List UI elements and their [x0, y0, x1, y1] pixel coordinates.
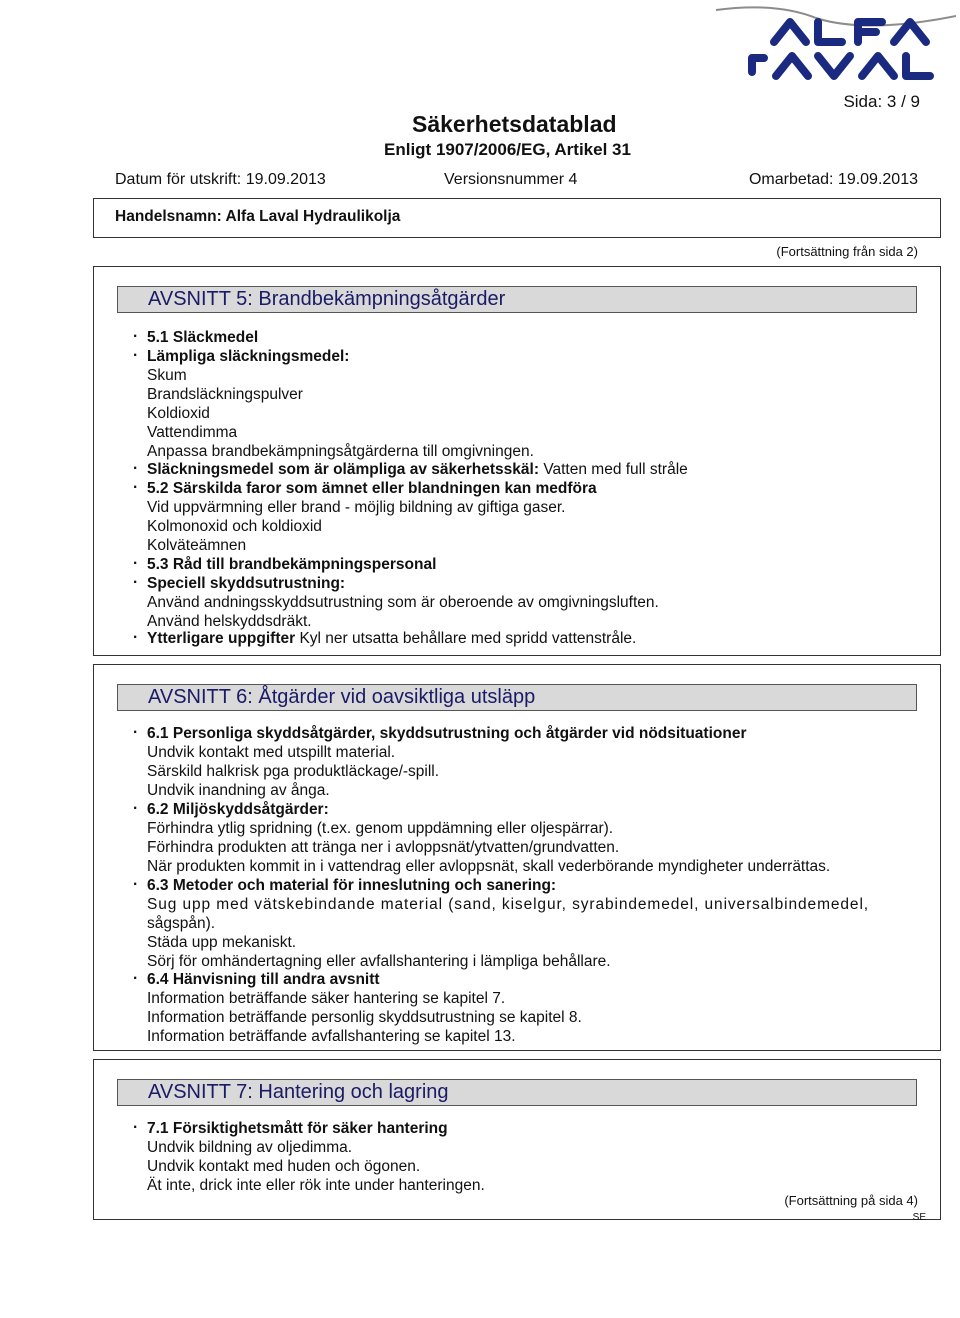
bullet: · — [133, 1119, 139, 1136]
bullet: · — [133, 724, 139, 741]
bullet: · — [133, 574, 139, 591]
further-info — [147, 629, 636, 648]
s7-1-item: Undvik bildning av oljedimma. — [147, 1139, 353, 1156]
s6-1-item: Undvik inandning av ånga. — [147, 782, 330, 799]
s5-2-heading: 5.2 Särskilda faror som ämnet eller blandningen kan medföra — [147, 480, 597, 497]
s7-1-item: Undvik kontakt med huden och ögonen. — [147, 1158, 421, 1175]
bullet: · — [133, 876, 139, 893]
continued-to: (Fortsättning på sida 4) — [784, 1193, 918, 1208]
s6-2-item: Förhindra ytlig spridning (t.ex. genom uppdämning eller oljespärrar). — [147, 820, 614, 837]
hazard-item: Kolmonoxid och koldioxid — [147, 518, 322, 535]
bullet: · — [133, 479, 139, 496]
s7-1-heading: 7.1 Försiktighetsmått för säker hantering — [147, 1120, 448, 1137]
page-number: Sida: 3 / 9 — [843, 92, 920, 111]
bullet: · — [133, 328, 139, 345]
version-number: Versionsnummer 4 — [444, 171, 578, 188]
s6-1-item: Undvik kontakt med utspillt material. — [147, 744, 396, 761]
s6-1-item: Särskild halkrisk pga produktläckage/-spill. — [147, 763, 440, 780]
bullet: · — [133, 347, 139, 364]
further-value: Kyl ner utsatta behållare med spridd vattenstråle. — [299, 630, 637, 647]
bullet: · — [133, 970, 139, 987]
suitable-item: Anpassa brandbekämpningsåtgärderna till omgivningen. — [147, 443, 534, 460]
section-5-title: AVSNITT 5: Brandbekämpningsåtgärder — [148, 288, 506, 310]
unsuitable-label: Släckningsmedel som är olämpliga av säkerhetsskäl: — [147, 461, 539, 478]
suitable-item: Koldioxid — [147, 405, 210, 422]
country-code: SE — [912, 1212, 926, 1223]
trade-name-box — [93, 198, 941, 238]
s6-3-heading: 6.3 Metoder och material för inneslutning och sanering: — [147, 877, 557, 894]
revised-date: Omarbetad: 19.09.2013 — [748, 171, 918, 188]
s6-4-heading: 6.4 Hänvisning till andra avsnitt — [147, 971, 380, 988]
s6-4-item: Information beträffande avfallshantering se kapitel 13. — [147, 1028, 516, 1045]
section-6-header — [117, 684, 917, 711]
unsuitable-media — [147, 460, 688, 479]
s6-4-item: Information beträffande personlig skyddsutrustning se kapitel 8. — [147, 1009, 582, 1026]
bullet: · — [133, 460, 139, 477]
section-6-title: AVSNITT 6: Åtgärder vid oavsiktliga utsläpp — [148, 686, 536, 708]
further-label: Ytterligare uppgifter — [147, 630, 296, 647]
s6-3-item: Städa upp mekaniskt. — [147, 934, 297, 951]
hazard-item: Vid uppvärmning eller brand - möjlig bildning av giftiga gaser. — [147, 499, 566, 516]
print-date: Datum för utskrift: 19.09.2013 — [115, 171, 326, 188]
s6-3-line: sågspån). — [147, 915, 216, 932]
document-subtitle: Enligt 1907/2006/EG, Artikel 31 — [384, 140, 631, 159]
suitable-media-label: Lämpliga släckningsmedel: — [147, 348, 350, 365]
equipment-item: Använd andningsskyddsutrustning som är oberoende av omgivningsluften. — [147, 594, 659, 611]
unsuitable-value: Vatten med full stråle — [543, 461, 688, 478]
s6-4-item: Information beträffande säker hantering se kapitel 7. — [147, 990, 506, 1007]
s6-2-item: När produkten kommit in i vattendrag eller avloppsnät, skall vederbörande myndigheter underrättas. — [147, 858, 831, 875]
s6-1-heading: 6.1 Personliga skyddsåtgärder, skyddsutrustning och åtgärder vid nödsituationer — [147, 725, 747, 742]
suitable-item: Brandsläckningspulver — [147, 386, 303, 403]
bullet: · — [133, 629, 139, 646]
continued-from: (Fortsättning från sida 2) — [776, 244, 918, 259]
suitable-item: Vattendimma — [147, 424, 238, 441]
bullet: · — [133, 800, 139, 817]
s6-2-heading: 6.2 Miljöskyddsåtgärder: — [147, 801, 329, 818]
s5-1-heading: 5.1 Släckmedel — [147, 329, 259, 346]
suitable-item: Skum — [147, 367, 187, 384]
document-title: Säkerhetsdatablad — [412, 111, 617, 137]
s5-3-heading: 5.3 Råd till brandbekämpningspersonal — [147, 556, 437, 573]
s6-2-item: Förhindra produkten att tränga ner i avloppsnät/ytvatten/grundvatten. — [147, 839, 620, 856]
hazard-item: Kolväteämnen — [147, 537, 247, 554]
equipment-item: Använd helskyddsdräkt. — [147, 613, 312, 630]
s6-3-line: Sug upp med vätskebindande material (sand, kiselgur, syrabindemedel, universalbindemedel, — [147, 896, 870, 913]
s7-1-item: Ät inte, drick inte eller rök inte under hanteringen. — [147, 1177, 485, 1194]
alfa-laval-logo — [716, 4, 956, 84]
s6-3-item: Sörj för omhändertagning eller avfallshantering i lämpliga behållare. — [147, 953, 611, 970]
trade-name: Handelsnamn: Alfa Laval Hydraulikolja — [115, 208, 401, 225]
section-7-title: AVSNITT 7: Hantering och lagring — [148, 1081, 449, 1103]
section-7-header — [117, 1079, 917, 1106]
bullet: · — [133, 555, 139, 572]
section-5-header — [117, 286, 917, 313]
equipment-label: Speciell skyddsutrustning: — [147, 575, 346, 592]
